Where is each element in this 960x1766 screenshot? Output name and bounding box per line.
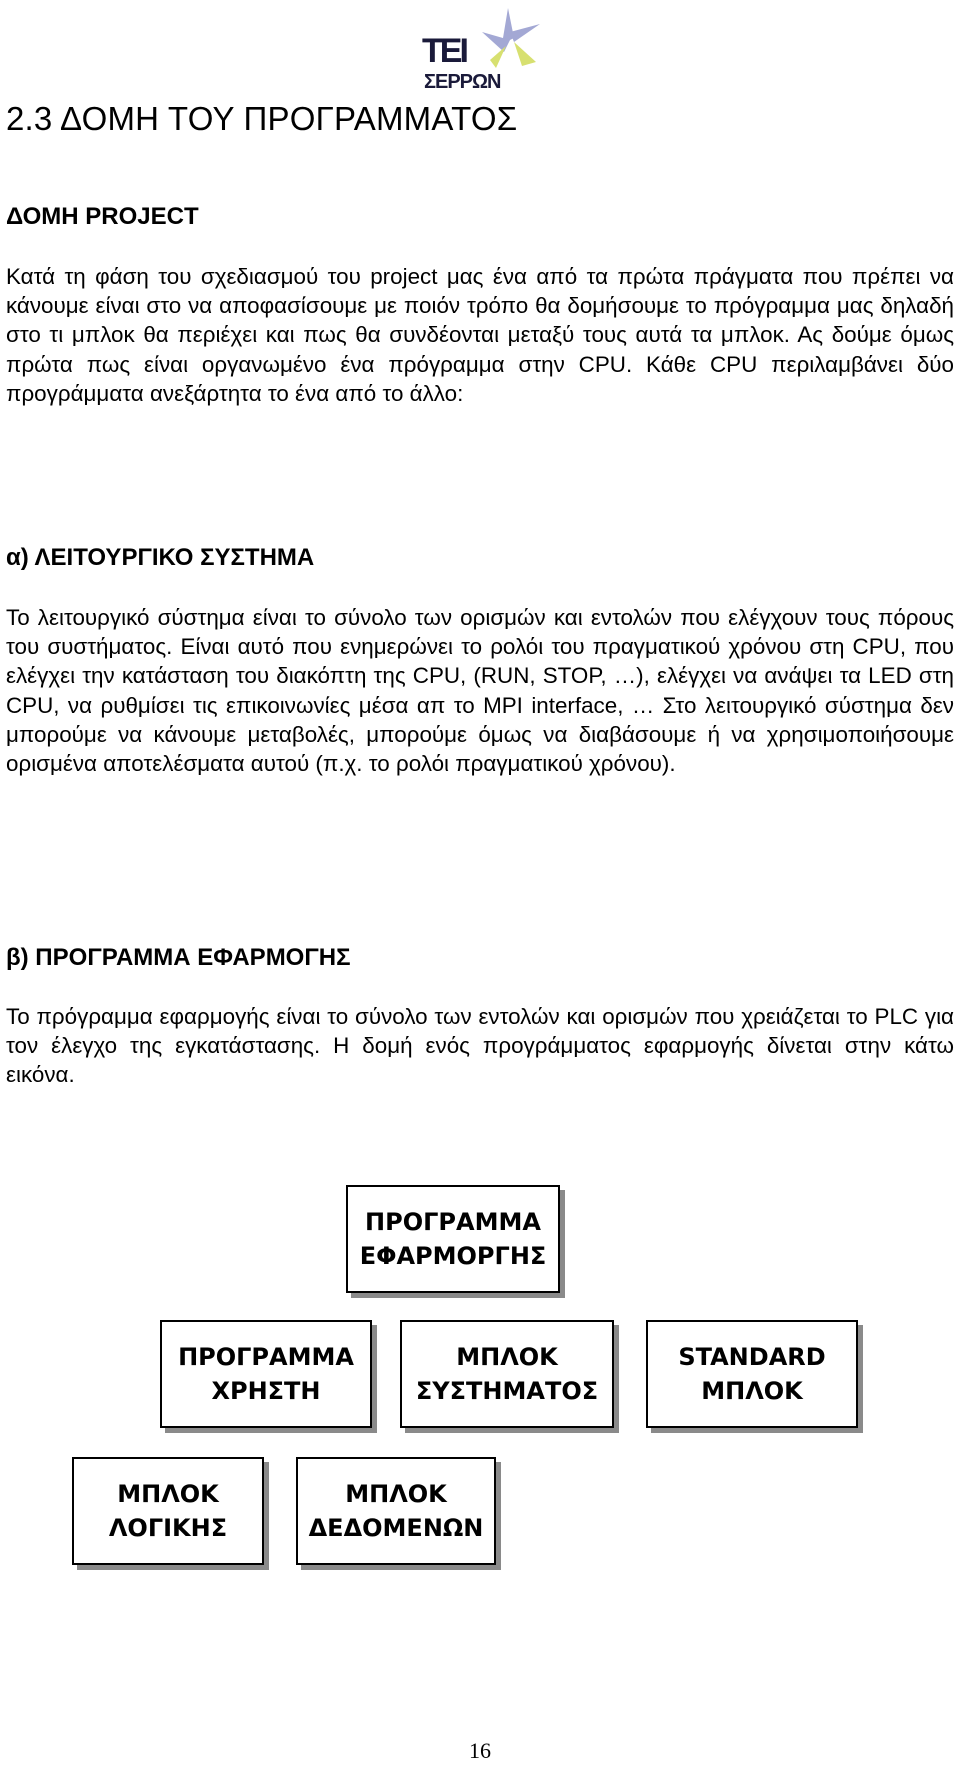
diagram-box-logic-block: ΜΠΛΟΚ ΛΟΓΙΚΗΣ (72, 1457, 264, 1565)
diagram-box-data-block: ΜΠΛΟΚ ΔΕΔΟΜΕΝΩΝ (296, 1457, 496, 1565)
diagram-box-user-program: ΠΡΟΓΡΑΜΜΑ ΧΡΗΣΤΗ (160, 1320, 372, 1428)
diagram-box-application-program: ΠΡΟΓΡΑΜΜΑ ΕΦΑΡΜΟΡΓΗΣ (346, 1185, 560, 1293)
logo-text-serron: ΣΕΡΡΩΝ (424, 71, 501, 93)
operating-system-paragraph: Το λειτουργικό σύστημα είναι το σύνολο των ορισμών και εντολών που ελέγχουν τους πόρους του συστήματος. Είναι αυτό που ενημερώνει το ρολόι του πραγματικού χρόνου στη CPU, που ελέγχει την κατάσταση του διακόπτη της CPU, (RUN, STOP, …), ελέγχει να ανάψει τα LED στη CPU, να ρυθμίσει τις επικοινωνίες μέσα απ το MPI interface, … Στο λειτουργικό σύστημα δεν μπορούμε να κάνουμε μεταβολές, μπορούμε όμως να διαβάσουμε ή να χρησιμοποιήσουμε ορισμένα αποτελέσματα αυτού (π.χ. το ρολόι πραγματικού χρόνου). (6, 605, 954, 777)
project-structure-paragraph: Κατά τη φάση του σχεδιασμού του project μας ένα από τα πρώτα πράγματα που πρέπει να κάνουμε είναι στο να αποφασίσουμε με ποιόν τρόπο θα δομήσουμε το πρόγραμμα μας δηλαδή στο τι μπλοκ θα περιέχει και πως θα συνδέονται μεταξύ τους αυτά τα μπλοκ. Ας δούμε όμως πρώτα πως είναι οργανωμένο ένα πρόγραμμα στην CPU. Κάθε CPU περιλαμβάνει δύο προγράμματα ανεξάρτητα το ένα από το άλλο: (6, 264, 954, 406)
project-structure-title: ΔΟΜΗ PROJECT (6, 203, 199, 230)
section-heading: 2.3 ΔΟΜΗ ΤΟΥ ΠΡΟΓΡΑΜΜΑΤΟΣ (6, 100, 518, 137)
diagram-box-system-block: ΜΠΛΟΚ ΣΥΣΤΗΜΑΤΟΣ (400, 1320, 614, 1428)
application-program-title: β) ΠΡΟΓΡΑΜΜΑ ΕΦΑΡΜΟΓΗΣ (6, 944, 351, 971)
tei-serron-logo (410, 4, 544, 94)
diagram-box-standard-block: STANDARD ΜΠΛΟΚ (646, 1320, 858, 1428)
operating-system-title: α) ΛΕΙΤΟΥΡΓΙΚΟ ΣΥΣΤΗΜΑ (6, 544, 315, 571)
page-number: 16 (469, 1738, 491, 1763)
application-program-paragraph: Το πρόγραμμα εφαρμογής είναι το σύνολο των εντολών και ορισμών που χρειάζεται το PLC για τον έλεγχο της εγκατάστασης. Η δομή ενός προγράμματος εφαρμογής δίνεται στην κάτω εικόνα. (6, 1004, 954, 1088)
logo-text-tei: ΤΕΙ (422, 32, 466, 70)
